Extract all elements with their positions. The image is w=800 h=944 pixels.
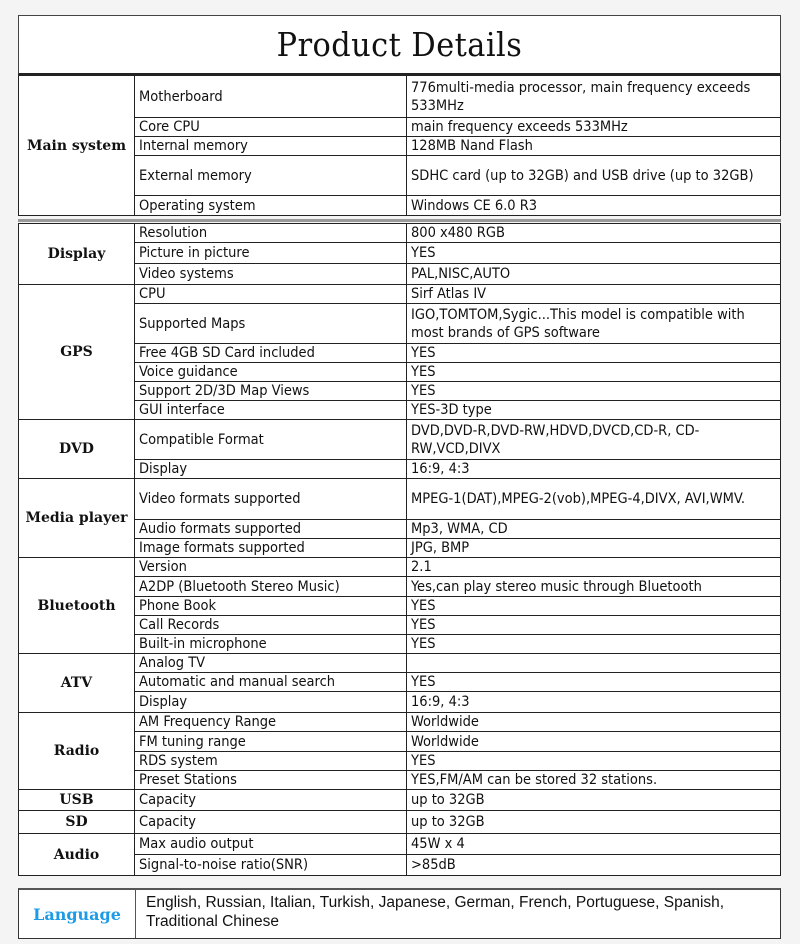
spec-label: AM Frequency Range <box>135 713 407 732</box>
title-box <box>18 15 781 75</box>
spec-value: DVD,DVD-R,DVD-RW,HDVD,DVCD,CD-R, CD-RW,VCD,DIVX <box>407 420 781 460</box>
spec-label: Support 2D/3D Map Views <box>135 382 407 401</box>
spec-table-main-system <box>18 75 781 216</box>
spec-label: Capacity <box>135 790 407 811</box>
spec-label: Voice guidance <box>135 363 407 382</box>
spec-label: Automatic and manual search <box>135 673 407 692</box>
spec-label: Resolution <box>135 224 407 243</box>
language-label: Language <box>19 890 136 938</box>
spec-row-radio-am-frequency-range <box>19 713 781 732</box>
spec-label: External memory <box>135 156 407 196</box>
spec-row-usb-capacity <box>19 790 781 811</box>
spec-label: Image formats supported <box>135 539 407 558</box>
group-label-media-player: Media player <box>19 479 135 558</box>
spec-value: YES <box>407 616 781 635</box>
spec-label: A2DP (Bluetooth Stereo Music) <box>135 577 407 597</box>
spec-label: Free 4GB SD Card included <box>135 344 407 363</box>
spec-label: Core CPU <box>135 118 407 137</box>
spec-table <box>18 223 781 876</box>
group-label-audio: Audio <box>19 834 135 876</box>
spec-label: Built-in microphone <box>135 635 407 654</box>
spec-label: Version <box>135 558 407 577</box>
spec-row-main-system-motherboard <box>19 76 781 118</box>
spec-label: Motherboard <box>135 76 407 118</box>
spec-row-bluetooth-version <box>19 558 781 577</box>
spec-row-dvd-compatible-format <box>19 420 781 460</box>
spec-label: Analog TV <box>135 654 407 673</box>
spec-value: MPEG-1(DAT),MPEG-2(vob),MPEG-4,DIVX, AVI,WMV. <box>407 479 781 520</box>
spec-value: 776multi-media processor, main frequency exceeds 533MHz <box>407 76 781 118</box>
spec-value: YES <box>407 673 781 692</box>
language-row <box>18 888 781 939</box>
spec-label: GUI interface <box>135 401 407 420</box>
spec-label: Video formats supported <box>135 479 407 520</box>
spec-value: SDHC card (up to 32GB) and USB drive (up to 32GB) <box>407 156 781 196</box>
spec-label: Audio formats supported <box>135 520 407 539</box>
group-label-usb: USB <box>19 790 135 811</box>
spec-value: YES <box>407 344 781 363</box>
spec-value: Yes,can play stereo music through Bluetooth <box>407 577 781 597</box>
spec-label: Max audio output <box>135 834 407 855</box>
spec-value: YES <box>407 597 781 616</box>
spec-value: YES,FM/AM can be stored 32 stations. <box>407 771 781 790</box>
spec-row-audio-max-audio-output <box>19 834 781 855</box>
spec-label: Display <box>135 692 407 713</box>
spec-value: YES <box>407 363 781 382</box>
spec-label: Display <box>135 460 407 479</box>
spec-row-gps-cpu <box>19 285 781 304</box>
spec-label: Supported Maps <box>135 304 407 344</box>
spec-row-sd-capacity <box>19 811 781 834</box>
group-label-bluetooth: Bluetooth <box>19 558 135 654</box>
group-label-radio: Radio <box>19 713 135 790</box>
spec-row-media-player-video-formats-supported <box>19 479 781 520</box>
spec-value: PAL,NISC,AUTO <box>407 264 781 285</box>
spec-value: JPG, BMP <box>407 539 781 558</box>
spec-label: Signal-to-noise ratio(SNR) <box>135 855 407 876</box>
spec-value: up to 32GB <box>407 811 781 834</box>
spec-label: Phone Book <box>135 597 407 616</box>
spec-row-display-resolution <box>19 224 781 243</box>
group-label-atv: ATV <box>19 654 135 713</box>
spec-label: CPU <box>135 285 407 304</box>
spec-value: YES <box>407 382 781 401</box>
spec-value: IGO,TOMTOM,Sygic...This model is compatible with most brands of GPS software <box>407 304 781 344</box>
spec-label: Compatible Format <box>135 420 407 460</box>
section-divider <box>18 219 781 222</box>
spec-value: YES <box>407 635 781 654</box>
page-title: Product Details <box>276 25 523 64</box>
spec-value: Worldwide <box>407 732 781 752</box>
spec-label: Video systems <box>135 264 407 285</box>
spec-value: YES <box>407 243 781 264</box>
spec-value: up to 32GB <box>407 790 781 811</box>
spec-label: Internal memory <box>135 137 407 156</box>
group-label-sd: SD <box>19 811 135 834</box>
group-label-gps: GPS <box>19 285 135 420</box>
spec-value: 16:9, 4:3 <box>407 692 781 713</box>
spec-row-atv-analog-tv <box>19 654 781 673</box>
spec-value <box>407 654 781 673</box>
spec-label: Capacity <box>135 811 407 834</box>
spec-label: Preset Stations <box>135 771 407 790</box>
group-label-dvd: DVD <box>19 420 135 479</box>
group-label-display: Display <box>19 224 135 285</box>
spec-value: YES <box>407 752 781 771</box>
group-label-main-system: Main system <box>19 76 135 216</box>
spec-value: main frequency exceeds 533MHz <box>407 118 781 137</box>
spec-label: RDS system <box>135 752 407 771</box>
spec-value: Sirf Atlas IV <box>407 285 781 304</box>
spec-value: Mp3, WMA, CD <box>407 520 781 539</box>
spec-value: >85dB <box>407 855 781 876</box>
spec-value: 16:9, 4:3 <box>407 460 781 479</box>
spec-label: Picture in picture <box>135 243 407 264</box>
language-value: English, Russian, Italian, Turkish, Japanese, German, French, Portuguese, Spanish, Traditional Chinese <box>146 894 725 930</box>
spec-value: YES-3D type <box>407 401 781 420</box>
spec-value: Worldwide <box>407 713 781 732</box>
spec-value: Windows CE 6.0 R3 <box>407 196 781 216</box>
spec-label: FM tuning range <box>135 732 407 752</box>
spec-label: Call Records <box>135 616 407 635</box>
spec-value: 45W x 4 <box>407 834 781 855</box>
spec-value: 128MB Nand Flash <box>407 137 781 156</box>
spec-label: Operating system <box>135 196 407 216</box>
spec-value: 800 x480 RGB <box>407 224 781 243</box>
spec-value: 2.1 <box>407 558 781 577</box>
